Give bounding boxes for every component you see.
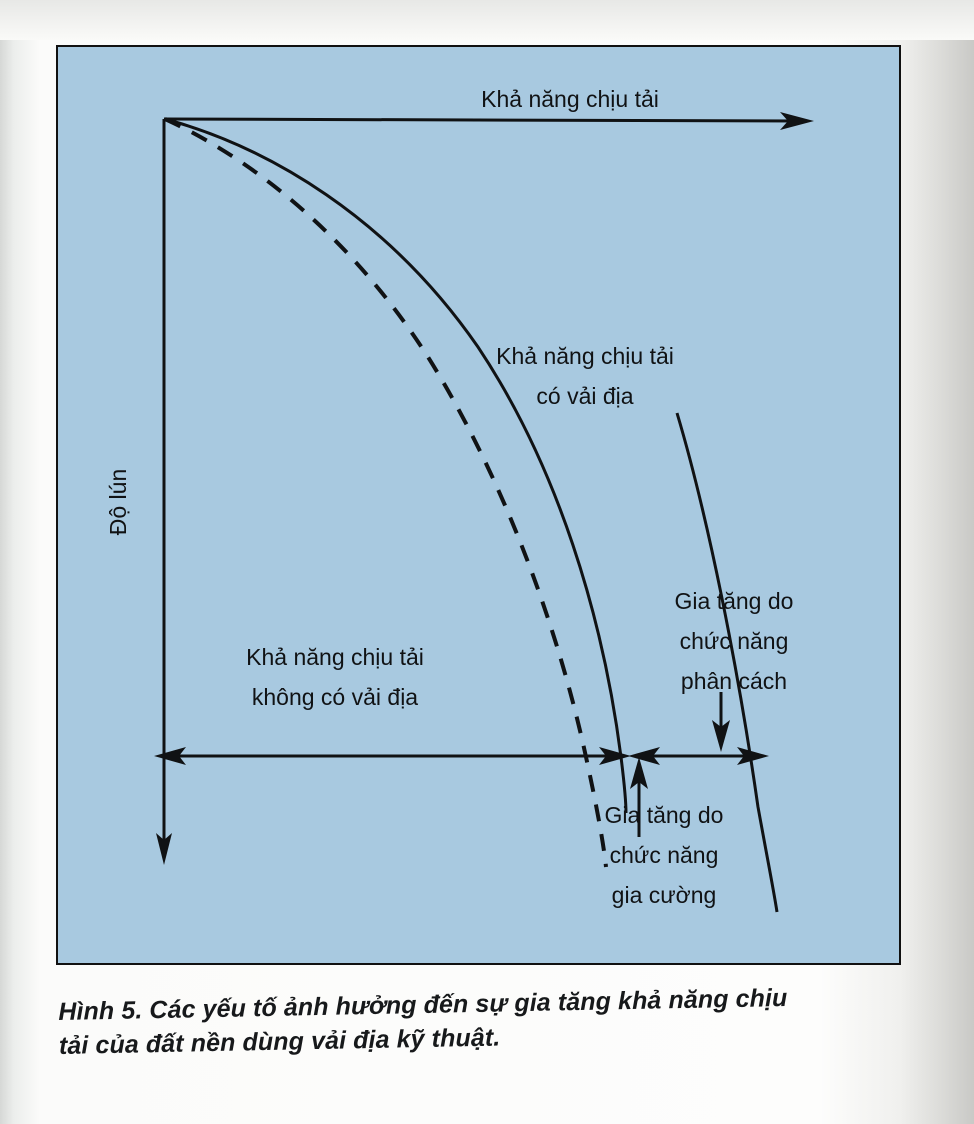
svg-text:Gia tăng do: Gia tăng do <box>604 802 724 828</box>
figure-panel <box>56 45 901 965</box>
arrow-separation-pointer <box>712 692 730 752</box>
svg-text:Gia tăng do: Gia tăng do <box>674 588 794 614</box>
arrow-no-geotextile <box>154 747 631 765</box>
x-axis <box>164 112 814 130</box>
annotation-no-geotextile <box>246 644 424 710</box>
annotation-separation-function <box>675 588 794 694</box>
svg-text:Khả năng chịu tải: Khả năng chịu tải <box>496 343 674 369</box>
svg-text:có vải địa: có vải địa <box>536 383 634 409</box>
svg-text:Khả năng chịu tải: Khả năng chịu tải <box>246 644 424 670</box>
x-axis-label: Khả năng chịu tải <box>481 86 659 112</box>
figure-caption-line-2: tải của đất nền dùng vải địa kỹ thuật. <box>58 1023 501 1060</box>
annotation-reinforcement-function <box>605 802 724 908</box>
annotation-with-geotextile <box>496 343 674 409</box>
svg-text:chức năng: chức năng <box>679 628 789 654</box>
svg-text:phân cách: phân cách <box>680 668 788 694</box>
page-top-shading <box>0 0 974 40</box>
svg-text:chức năng: chức năng <box>609 842 719 868</box>
curve-separation-function <box>677 413 777 912</box>
svg-text:gia cường: gia cường <box>611 882 717 908</box>
y-axis-label: Độ lún <box>105 468 131 536</box>
svg-text:không có vải địa: không có vải địa <box>251 684 419 710</box>
figure-caption-line-1: Hình 5. Các yếu tố ảnh hưởng đến sự gia tăng khả năng chịu <box>58 984 788 1026</box>
